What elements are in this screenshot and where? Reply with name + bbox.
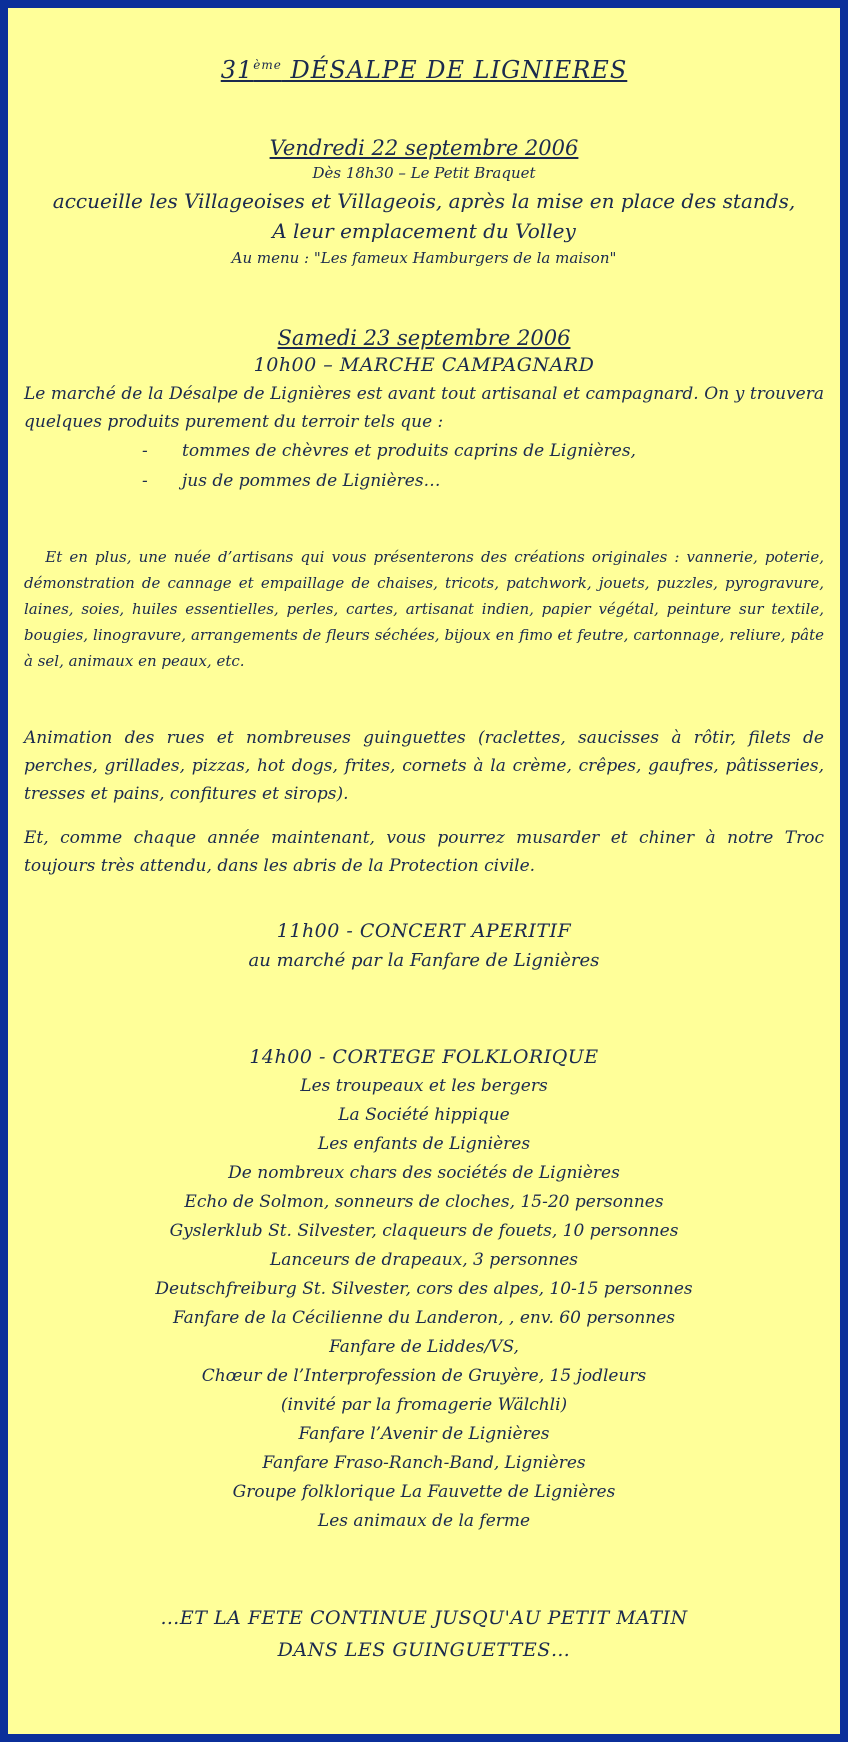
troc-section [24, 824, 824, 880]
artisans-text: Et en plus, une nuée d’artisans qui vous présenterons des créations originales : vannerie, poterie, démonstration de cannage et empaillage de chaises, tricots, patchwork, jouets, puzzles, pyrogravure, laines, soies, huiles essentielles, perles, cartes, artisanat indien, papier végétal, peinture sur textile, bougies, linogravure, arrangements de fleurs séchées, bijoux en fimo et feutre, cartonnage, reliure, pâte à sel, animaux en peaux, etc. [24, 548, 829, 670]
list-item: (invité par la fromagerie Wälchli) [280, 1395, 568, 1415]
products-list [24, 436, 824, 496]
list-item: Groupe folklorique La Fauvette de Lignières [232, 1482, 616, 1502]
list-item: - jus de pommes de Lignières… [24, 466, 824, 496]
list-item: Gyslerklub St. Silvester, claqueurs de fouets, 10 personnes [169, 1221, 679, 1241]
list-item: Deutschfreiburg St. Silvester, cors des alpes, 10-15 personnes [155, 1279, 693, 1299]
closing-section [24, 1602, 824, 1666]
list-item: Les animaux de la ferme [317, 1511, 531, 1531]
list-item: Echo de Solmon, sonneurs de cloches, 15-20 personnes [184, 1192, 664, 1212]
market-text: Le marché de la Désalpe de Lignières est avant tout artisanal et campagnard. On y trouvera quelques produits purement du terroir tels que : [24, 384, 824, 432]
concert-title: 11h00 - CONCERT APERITIF [276, 920, 572, 942]
list-item: La Société hippique [338, 1105, 510, 1125]
list-item: Les troupeaux et les bergers [300, 1076, 548, 1096]
artisans-section [24, 544, 829, 674]
list-item: - tommes de chèvres et produits caprins de Lignières, [24, 436, 824, 466]
cortege-title: 14h00 - CORTEGE FOLKLORIQUE [249, 1046, 599, 1068]
list-item: Chœur de l’Interprofession de Gruyère, 15 jodleurs [201, 1366, 647, 1386]
title-number: 31 [220, 56, 254, 84]
troc-text: Et, comme chaque année maintenant, vous pourrez musarder et chiner à notre Troc toujours très attendu, dans les abris de la Protection civile. [24, 828, 824, 876]
friday-time: Dès 18h30 – Le Petit Braquet [312, 164, 536, 182]
list-item: Fanfare Fraso-Ranch-Band, Lignières [262, 1453, 586, 1473]
saturday-heading: Samedi 23 septembre 2006 [277, 326, 571, 350]
list-item: Lanceurs de drapeaux, 3 personnes [269, 1250, 578, 1270]
list-item: De nombreux chars des sociétés de Lignières [228, 1163, 620, 1183]
closing-line-2: DANS LES GUINGUETTES… [277, 1639, 571, 1661]
poster-page [8, 8, 840, 1734]
friday-menu: Au menu : "Les fameux Hamburgers de la maison" [231, 249, 617, 267]
concert-section [24, 916, 824, 976]
concert-text: au marché par la Fanfare de Lignières [248, 950, 600, 971]
closing-line-1: …ET LA FETE CONTINUE JUSQU'AU PETIT MATIN [160, 1607, 688, 1629]
list-item: Fanfare de la Cécilienne du Landeron, , env. 60 personnes [172, 1308, 675, 1328]
cortege-list [24, 1072, 824, 1536]
page-title [24, 56, 824, 84]
list-item: Fanfare l’Avenir de Lignières [298, 1424, 550, 1444]
market-title: 10h00 – MARCHE CAMPAGNARD [253, 354, 595, 376]
friday-line-1: accueille les Villageoises et Villageois, après la mise en place des stands, [52, 189, 796, 213]
title-suffix: ème [253, 58, 282, 72]
cortege-section [24, 1042, 824, 1536]
list-item: Fanfare de Liddes/VS, [329, 1337, 519, 1357]
friday-line-2: A leur emplacement du Volley [272, 219, 576, 243]
animation-text: Animation des rues et nombreuses guinguettes (raclettes, saucisses à rôtir, filets de perches, grillades, pizzas, hot dogs, frites, cornets à la crème, crêpes, gaufres, pâtisseries, tresses et pains, confitures et sirops). [24, 728, 824, 804]
saturday-section [24, 326, 824, 496]
title-text: DÉSALPE DE LIGNIERES [281, 56, 628, 84]
friday-heading: Vendredi 22 septembre 2006 [269, 136, 579, 160]
list-item: Les enfants de Lignières [317, 1134, 531, 1154]
animation-section [24, 724, 824, 808]
friday-section [24, 136, 824, 270]
